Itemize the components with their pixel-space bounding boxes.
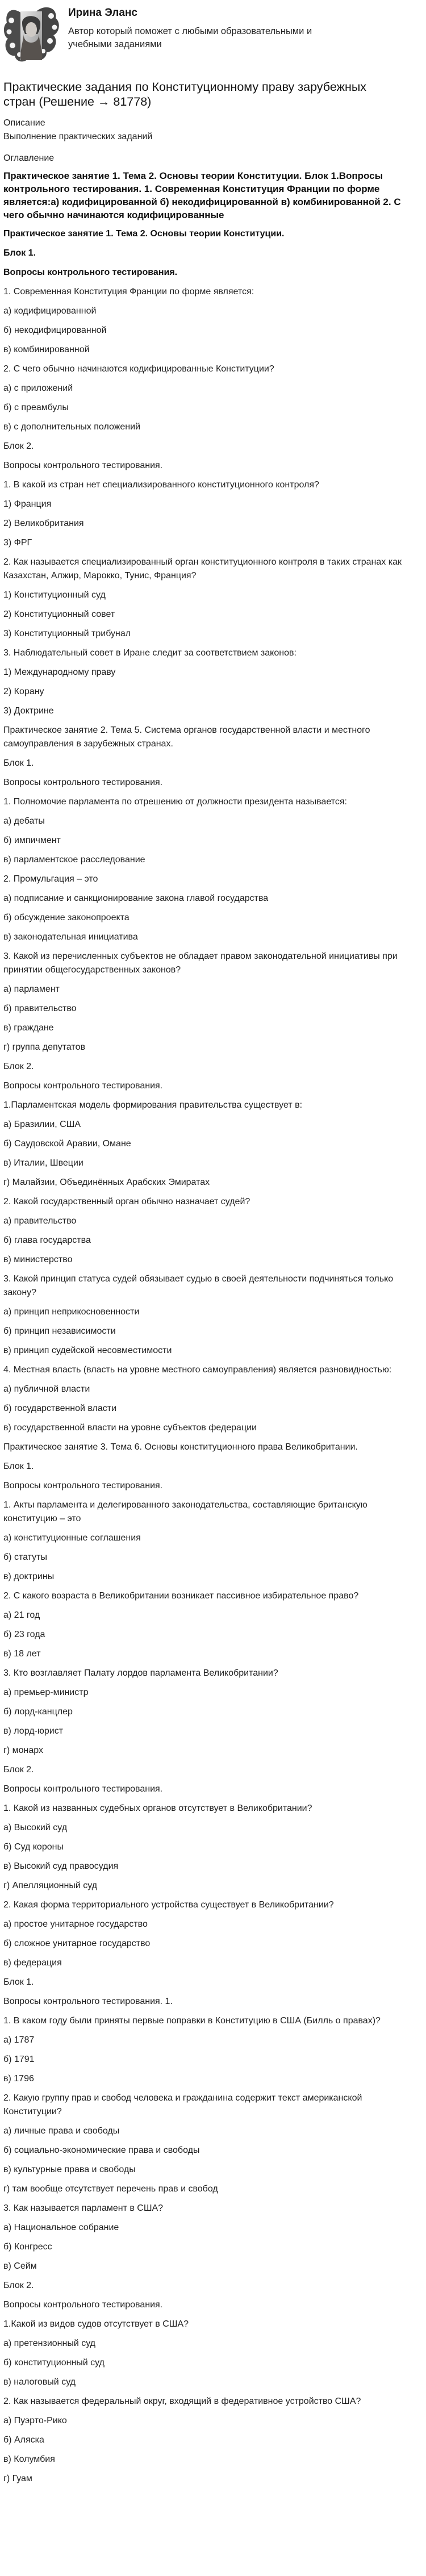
doc-paragraph: Вопросы контрольного тестирования. 1. [3,1997,173,2006]
doc-paragraph: 1. Полномочие парламента по отрешению от должности президента называется: [3,797,347,807]
section-heading: Практическое занятие 1. Тема 2. Основы теории Конституции. [3,229,285,239]
doc-paragraph: 2) Конституционный совет [3,609,115,619]
doc-paragraph: 1) Международному праву [3,667,116,677]
doc-paragraph: а) правительство [3,1216,77,1226]
doc-paragraph: 3. Какой принцип статуса судей обязывает судью в своей деятельности подчиняться только закону? [3,1274,394,1297]
doc-paragraph: б) государственной власти [3,1404,117,1413]
doc-paragraph: б) лорд-канцлер [3,1707,73,1717]
doc-paragraph: Блок 1. [3,1462,34,1471]
doc-paragraph: б) конституционный суд [3,2358,105,2368]
doc-paragraph: а) Национальное собрание [3,2223,119,2232]
doc-paragraph: 1. Акты парламента и делегированного законодательства, составляющие британскую конституцию – это [3,1500,367,1523]
doc-paragraph: в) законодательная инициатива [3,932,138,942]
doc-paragraph: Вопросы контрольного тестирования. [3,1481,163,1491]
doc-paragraph: в) 1796 [3,2074,34,2084]
profile-header [3,2,419,68]
doc-paragraph: 2. С чего обычно начинаются кодифицированные Конституции? [3,364,274,374]
doc-paragraph: Вопросы контрольного тестирования. [3,778,163,787]
section-heading: Блок 1. [3,248,36,258]
doc-paragraph: Блок 2. [3,1062,34,1071]
doc-paragraph: в) Колумбия [3,2454,55,2464]
profile-name: Ирина Эланс [68,7,137,19]
doc-paragraph: а) принцип неприкосновенности [3,1307,140,1317]
doc-paragraph: г) группа депутатов [3,1042,85,1052]
doc-paragraph: б) Конгресс [3,2242,52,2252]
doc-paragraph: в) министерство [3,1255,73,1264]
page-title: Практические задания по Конституционному праву зарубежных стран (Решение → 81778) [3,80,367,108]
doc-paragraph: г) там вообще отсутствует перечень прав и свобод [3,2184,218,2194]
doc-paragraph: 2. Промульгация – это [3,874,98,884]
doc-paragraph: 3) Конституционный трибунал [3,629,131,638]
doc-paragraph: в) налоговый суд [3,2377,76,2387]
doc-paragraph: в) федерация [3,1958,62,1968]
doc-paragraph: 1. Какой из названных судебных органов отсутствует в Великобритании? [3,1803,312,1813]
doc-paragraph: а) Бразилии, США [3,1120,81,1129]
doc-paragraph: г) Малайзии, Объединённых Арабских Эмиратах [3,1178,210,1187]
doc-paragraph: 2. Как называется специализированный орган конституционного контроля в таких странах как Казахстан, Алжир, Марокко, Тунис, Франция? [3,557,402,581]
toc-excerpt: Практическое занятие 1. Тема 2. Основы теории Конституции. Блок 1.Вопросы контрольного тестирования. 1. Современная Конституция Франции по форме является:а) кодифицированной б) некодифицированной в) комбинированной 2. С чего обычно начинаются кодифицированные [3,170,401,220]
doc-paragraph: Блок 2. [3,441,34,451]
toc-label: Оглавление [3,153,55,163]
doc-paragraph: а) 1787 [3,2035,35,2045]
doc-paragraph: в) доктрины [3,1572,55,1581]
doc-paragraph: б) статуты [3,1552,47,1562]
doc-paragraph: в) парламентское расследование [3,855,145,865]
doc-paragraph: а) кодифицированной [3,306,97,316]
doc-paragraph: 3. Наблюдательный совет в Иране следит за соответствием законов: [3,648,296,658]
doc-paragraph: Вопросы контрольного тестирования. [3,1784,163,1794]
doc-paragraph: в) государственной власти на уровне субъектов федерации [3,1423,257,1433]
doc-paragraph: в) культурные права и свободы [3,2165,136,2174]
doc-paragraph: а) претензионный суд [3,2339,96,2348]
doc-paragraph: в) с дополнительных положений [3,422,140,432]
doc-paragraph: б) Суд короны [3,1842,64,1852]
doc-paragraph: 2. Как называется федеральный округ, входящий в федеративное устройство США? [3,2397,361,2406]
doc-paragraph: 1) Конституционный суд [3,590,106,600]
doc-paragraph: г) монарх [3,1746,43,1755]
doc-paragraph: 2. Какой государственный орган обычно назначает судей? [3,1197,250,1206]
doc-paragraph: 3. Кто возглавляет Палату лордов парламента Великобритании? [3,1668,278,1678]
section-heading: Вопросы контрольного тестирования. [3,268,178,277]
doc-paragraph: б) правительство [3,1004,77,1013]
doc-paragraph: 1.Парламентская модель формирования правительства существует в: [3,1100,303,1110]
doc-paragraph: б) социально-экономические права и свободы [3,2145,200,2155]
document-body [3,227,419,2486]
doc-paragraph: б) глава государства [3,1235,91,1245]
doc-paragraph: 1.Какой из видов судов отсутствует в США? [3,2319,189,2329]
doc-paragraph: Практическое занятие 2. Тема 5. Система органов государственной власти и местного самоуправления в зарубежных странах. [3,725,370,749]
doc-paragraph: б) обсуждение законопроекта [3,913,130,922]
description-label: Описание [3,118,45,128]
doc-paragraph: в) принцип судейской несовместимости [3,1346,172,1355]
doc-paragraph: Вопросы контрольного тестирования. [3,461,163,470]
doc-paragraph: а) конституционные соглашения [3,1533,141,1543]
doc-paragraph: 1. Современная Конституция Франции по форме является: [3,287,254,297]
doc-paragraph: Вопросы контрольного тестирования. [3,2300,163,2310]
doc-paragraph: б) принцип независимости [3,1326,116,1336]
doc-paragraph: б) сложное унитарное государство [3,1939,151,1948]
doc-paragraph: а) парламент [3,984,60,994]
doc-paragraph: а) премьер-министр [3,1688,89,1697]
doc-paragraph: г) Апелляционный суд [3,1881,98,1890]
doc-paragraph: Блок 1. [3,758,34,768]
doc-paragraph: 3. Как называется парламент в США? [3,2203,164,2213]
profile-tagline: Автор который поможет с любыми образовательными и учебными заданиями [68,26,312,49]
doc-paragraph: в) Италии, Швеции [3,1158,83,1168]
doc-paragraph: 3) Доктрине [3,706,54,716]
doc-paragraph: в) 18 лет [3,1649,41,1659]
description-text: Выполнение практических заданий [3,132,153,141]
doc-paragraph: в) Сейм [3,2261,37,2271]
doc-paragraph: а) 21 год [3,1610,40,1620]
doc-paragraph: 2) Великобритания [3,519,84,528]
doc-paragraph: 2. Какая форма территориального устройства существует в Великобритании? [3,1900,334,1910]
doc-paragraph: Блок 2. [3,1765,34,1775]
doc-paragraph: а) личные права и свободы [3,2126,120,2136]
profile-header-text [68,2,335,51]
doc-paragraph: б) импичмент [3,836,61,845]
doc-paragraph: б) с преамбулы [3,403,69,412]
doc-paragraph: 2. С какого возраста в Великобритании возникает пассивное избирательное право? [3,1591,359,1601]
doc-paragraph: в) граждане [3,1023,54,1033]
doc-paragraph: б) некодифицированной [3,325,107,335]
avatar-image [3,3,60,68]
doc-paragraph: а) Пуэрто-Рико [3,2416,67,2425]
doc-paragraph: 1. В какой из стран нет специализированного конституционного контроля? [3,480,319,490]
avatar [3,3,60,68]
doc-paragraph: 2) Корану [3,687,44,696]
doc-paragraph: в) Высокий суд правосудия [3,1861,119,1871]
doc-paragraph: б) Саудовской Аравии, Омане [3,1139,131,1149]
doc-paragraph: а) с приложений [3,383,73,393]
doc-paragraph: 1) Франция [3,499,52,509]
doc-paragraph: б) Аляска [3,2435,44,2445]
doc-paragraph: 3. Какой из перечисленных субъектов не обладает правом законодательной инициативы при принятии общегосударственных законов? [3,951,398,975]
doc-paragraph: б) 23 года [3,1630,45,1639]
doc-paragraph: 4. Местная власть (власть на уровне местного самоуправления) является разновидностью: [3,1365,392,1375]
doc-paragraph: а) подписание и санкционирование закона главой государства [3,894,269,903]
doc-paragraph: в) комбинированной [3,345,90,354]
doc-paragraph: 3) ФРГ [3,538,32,548]
doc-paragraph: а) дебаты [3,816,45,826]
doc-paragraph: Блок 2. [3,2281,34,2290]
doc-paragraph: г) Гуам [3,2474,32,2483]
doc-paragraph: а) простое унитарное государство [3,1919,148,1929]
doc-paragraph: Вопросы контрольного тестирования. [3,1081,163,1091]
doc-paragraph: б) 1791 [3,2055,35,2064]
doc-paragraph: а) публичной власти [3,1384,90,1394]
doc-paragraph: 1. В каком году были приняты первые поправки в Конституцию в США (Билль о правах)? [3,2016,381,2026]
doc-paragraph: в) лорд-юрист [3,1726,64,1736]
doc-paragraph: Практическое занятие 3. Тема 6. Основы конституционного права Великобритании. [3,1442,358,1452]
doc-paragraph: Блок 1. [3,1977,34,1987]
doc-paragraph: 2. Какую группу прав и свобод человека и гражданина содержит текст американской Конституции? [3,2093,362,2116]
doc-paragraph: а) Высокий суд [3,1823,68,1832]
